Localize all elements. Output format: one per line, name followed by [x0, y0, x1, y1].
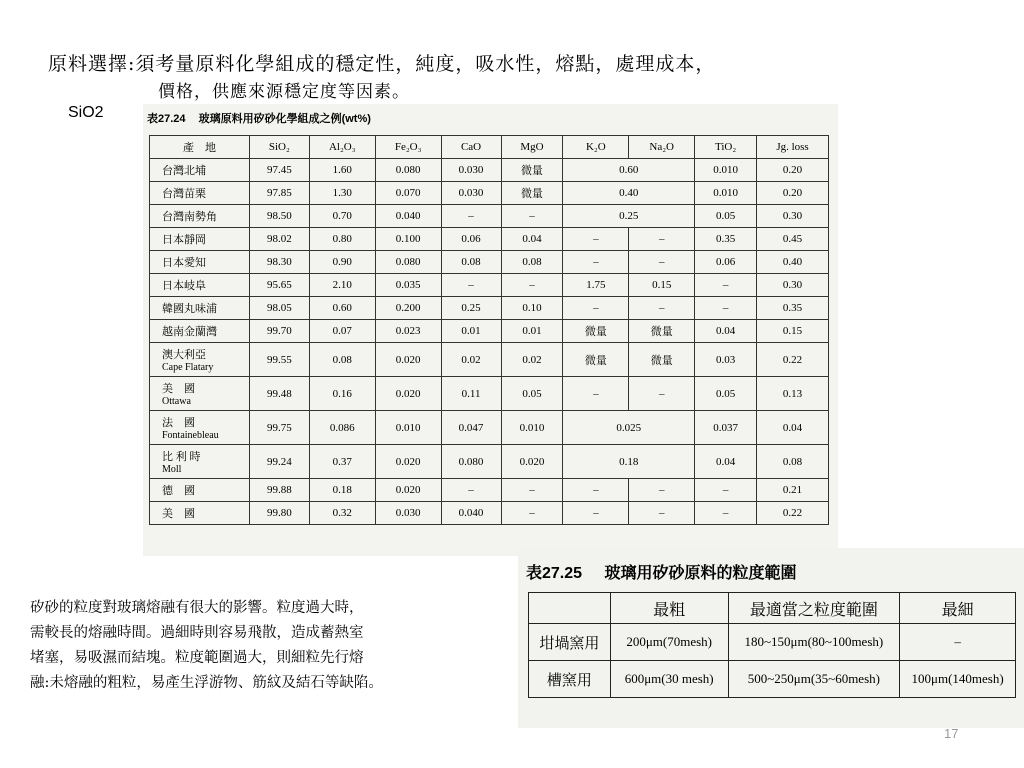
table-header-row	[150, 136, 829, 159]
table-cell: 0.37	[309, 445, 375, 479]
row-label: 坩堝窯用	[529, 624, 611, 661]
section-label: SiO2	[68, 104, 104, 121]
table-cell: 0.06	[441, 228, 501, 251]
table-cell: 0.90	[309, 251, 375, 274]
table-row	[150, 251, 829, 274]
table-cell: 0.15	[629, 274, 695, 297]
table-cell: –	[629, 502, 695, 525]
place-name: 越南金蘭灣	[162, 326, 217, 338]
table-header-row	[529, 593, 1016, 624]
header-cell: Jg. loss	[757, 136, 829, 159]
table-cell: 0.020	[375, 343, 441, 377]
header-cell: 最細	[900, 593, 1016, 624]
table-cell: 0.080	[441, 445, 501, 479]
table-cell: 0.30	[757, 205, 829, 228]
table-cell: 0.25	[441, 297, 501, 320]
table-27-25-title: 玻璃用矽砂原料的粒度範圍	[604, 565, 797, 582]
table-cell: 0.086	[309, 411, 375, 445]
row-label	[150, 205, 250, 228]
table-27-24-scan	[143, 104, 838, 556]
table-row	[150, 228, 829, 251]
table-cell: 99.80	[249, 502, 309, 525]
table-cell: 99.75	[249, 411, 309, 445]
row-label	[150, 502, 250, 525]
row-label	[150, 251, 250, 274]
table-cell: 0.10	[501, 297, 563, 320]
table-row	[150, 479, 829, 502]
header-cell: Fe₂O₃	[375, 136, 441, 159]
table-27-25-number: 表27.25	[526, 565, 583, 582]
table-cell: 0.40	[757, 251, 829, 274]
header-cell: 產 地	[150, 136, 250, 159]
place-name: 台灣苗栗	[162, 188, 206, 200]
header-cell	[529, 593, 611, 624]
row-label	[150, 228, 250, 251]
table-cell: 99.48	[249, 377, 309, 411]
table-cell: 0.08	[441, 251, 501, 274]
table-row	[529, 661, 1016, 698]
row-label: 槽窯用	[529, 661, 611, 698]
table-cell: 0.010	[695, 159, 757, 182]
row-label	[150, 411, 250, 445]
table-cell: 微量	[563, 343, 629, 377]
table-cell: 0.04	[695, 445, 757, 479]
table-cell: 0.080	[375, 251, 441, 274]
table-cell: 微量	[501, 182, 563, 205]
table-cell: –	[501, 205, 563, 228]
paragraph-line: 融:未熔融的粗粒，易產生浮游物、筋紋及結石等缺陷。	[30, 675, 383, 691]
table-cell: 98.05	[249, 297, 309, 320]
slide-heading	[48, 50, 948, 106]
table-cell: 0.01	[441, 320, 501, 343]
table-row	[150, 274, 829, 297]
table-cell: 97.85	[249, 182, 309, 205]
place-name: 德 國	[162, 485, 195, 497]
table-cell: –	[629, 377, 695, 411]
table-cell: 0.18	[563, 445, 695, 479]
table-row	[150, 297, 829, 320]
table-cell: 0.05	[695, 377, 757, 411]
table-cell: –	[563, 377, 629, 411]
row-label	[150, 445, 250, 479]
table-cell: 0.45	[757, 228, 829, 251]
row-label	[150, 343, 250, 377]
table-cell: 0.037	[695, 411, 757, 445]
grain-size-table	[528, 592, 1016, 698]
table-cell: 1.75	[563, 274, 629, 297]
header-cell: TiO₂	[695, 136, 757, 159]
table-cell: –	[900, 624, 1016, 661]
table-cell: 0.047	[441, 411, 501, 445]
table-cell: –	[563, 479, 629, 502]
table-cell: 1.60	[309, 159, 375, 182]
table-cell: 0.60	[309, 297, 375, 320]
place-name: 美 國	[162, 508, 195, 520]
place-name: 美 國	[162, 383, 195, 395]
table-cell: 0.04	[695, 320, 757, 343]
table-cell: 0.020	[375, 377, 441, 411]
table-27-25-scan	[518, 548, 1024, 728]
table-cell: 0.070	[375, 182, 441, 205]
table-cell: 0.100	[375, 228, 441, 251]
table-cell: 0.20	[757, 182, 829, 205]
row-label	[150, 297, 250, 320]
table-cell: –	[563, 228, 629, 251]
table-cell: –	[501, 274, 563, 297]
table-row	[150, 159, 829, 182]
table-cell: 0.02	[441, 343, 501, 377]
table-cell: 0.07	[309, 320, 375, 343]
table-cell: 200μm(70mesh)	[610, 624, 728, 661]
table-row	[150, 502, 829, 525]
table-cell: 0.06	[695, 251, 757, 274]
table-cell: 0.025	[563, 411, 695, 445]
table-cell: –	[629, 479, 695, 502]
table-cell: 98.02	[249, 228, 309, 251]
page-number: 17	[944, 726, 959, 741]
table-cell: 微量	[629, 343, 695, 377]
table-cell: 0.030	[375, 502, 441, 525]
table-cell: 0.80	[309, 228, 375, 251]
place-name: 台灣北埔	[162, 165, 206, 177]
table-cell: 0.080	[375, 159, 441, 182]
table-cell: 0.05	[501, 377, 563, 411]
table-cell: –	[563, 502, 629, 525]
table-cell: 0.04	[501, 228, 563, 251]
table-cell: –	[501, 479, 563, 502]
place-name: 日本靜岡	[162, 234, 206, 246]
table-cell: 0.11	[441, 377, 501, 411]
row-label	[150, 320, 250, 343]
header-cell: CaO	[441, 136, 501, 159]
table-cell: –	[441, 205, 501, 228]
table-27-24-title: 玻璃原料用矽砂化學組成之例(wt%)	[198, 113, 371, 125]
paragraph-line: 矽砂的粒度對玻璃熔融有很大的影響。粒度過大時，	[30, 600, 364, 616]
table-cell: 0.040	[441, 502, 501, 525]
table-cell: 100μm(140mesh)	[900, 661, 1016, 698]
table-cell: –	[563, 251, 629, 274]
table-cell: 500~250μm(35~60mesh)	[728, 661, 900, 698]
table-cell: 0.040	[375, 205, 441, 228]
table-cell: 0.40	[563, 182, 695, 205]
table-cell: 0.020	[375, 445, 441, 479]
table-27-24-caption	[147, 110, 371, 126]
table-cell: 0.35	[695, 228, 757, 251]
table-cell: 微量	[563, 320, 629, 343]
table-cell: 0.030	[441, 159, 501, 182]
place-name: 台灣南勢角	[162, 211, 217, 223]
table-cell: –	[695, 274, 757, 297]
table-cell: 0.35	[757, 297, 829, 320]
table-cell: 0.13	[757, 377, 829, 411]
table-cell: 1.30	[309, 182, 375, 205]
table-row	[150, 182, 829, 205]
table-27-25-caption	[526, 560, 797, 583]
table-cell: 0.70	[309, 205, 375, 228]
place-name-latin: Ottawa	[162, 396, 191, 407]
table-row	[150, 445, 829, 479]
header-cell: 最粗	[610, 593, 728, 624]
table-cell: 180~150μm(80~100mesh)	[728, 624, 900, 661]
table-cell: 0.25	[563, 205, 695, 228]
place-name: 韓國丸味浦	[162, 303, 217, 315]
heading-line-2: 價格，供應來源穩定度等因素。	[158, 82, 410, 102]
table-cell: 0.010	[375, 411, 441, 445]
place-name-latin: Cape Flatary	[162, 362, 214, 373]
table-cell: 0.15	[757, 320, 829, 343]
table-cell: 95.65	[249, 274, 309, 297]
table-cell: 0.18	[309, 479, 375, 502]
table-cell: 98.50	[249, 205, 309, 228]
place-name: 比 利 時	[162, 451, 201, 463]
row-label	[150, 159, 250, 182]
table-cell: 0.05	[695, 205, 757, 228]
table-cell: –	[629, 251, 695, 274]
table-cell: 微量	[629, 320, 695, 343]
place-name-latin: Moll	[162, 464, 182, 475]
table-cell: 99.70	[249, 320, 309, 343]
table-cell: –	[563, 297, 629, 320]
table-cell: –	[441, 274, 501, 297]
table-cell: 600μm(30 mesh)	[610, 661, 728, 698]
table-cell: –	[441, 479, 501, 502]
table-cell: 0.010	[501, 411, 563, 445]
header-cell: MgO	[501, 136, 563, 159]
table-cell: –	[695, 297, 757, 320]
table-cell: –	[629, 297, 695, 320]
header-cell: Al₂O₃	[309, 136, 375, 159]
table-cell: 0.08	[309, 343, 375, 377]
header-cell: SiO₂	[249, 136, 309, 159]
place-name: 法 國	[162, 417, 195, 429]
table-cell: 0.20	[757, 159, 829, 182]
table-cell: 0.020	[375, 479, 441, 502]
table-row	[150, 377, 829, 411]
table-27-24-number: 表27.24	[147, 113, 186, 125]
table-cell: 0.22	[757, 502, 829, 525]
table-row	[150, 411, 829, 445]
table-cell: 0.21	[757, 479, 829, 502]
table-cell: 0.08	[501, 251, 563, 274]
table-cell: 0.010	[695, 182, 757, 205]
table-cell: –	[695, 502, 757, 525]
table-cell: 0.08	[757, 445, 829, 479]
row-label	[150, 479, 250, 502]
row-label	[150, 182, 250, 205]
table-cell: 0.60	[563, 159, 695, 182]
table-cell: 0.02	[501, 343, 563, 377]
place-name: 日本岐阜	[162, 280, 206, 292]
table-row	[150, 320, 829, 343]
table-cell: –	[629, 228, 695, 251]
table-cell: 0.023	[375, 320, 441, 343]
table-cell: 0.22	[757, 343, 829, 377]
header-cell: Na₂O	[629, 136, 695, 159]
table-cell: 98.30	[249, 251, 309, 274]
header-cell: K₂O	[563, 136, 629, 159]
grain-size-paragraph	[30, 596, 520, 696]
table-cell: –	[501, 502, 563, 525]
table-cell: 微量	[501, 159, 563, 182]
table-cell: 0.16	[309, 377, 375, 411]
table-cell: 0.200	[375, 297, 441, 320]
table-cell: 0.01	[501, 320, 563, 343]
header-cell: 最適當之粒度範圍	[728, 593, 900, 624]
table-cell: 0.020	[501, 445, 563, 479]
table-cell: 2.10	[309, 274, 375, 297]
table-cell: 0.04	[757, 411, 829, 445]
composition-table	[149, 135, 829, 525]
table-cell: 97.45	[249, 159, 309, 182]
table-row	[150, 205, 829, 228]
table-cell: 0.30	[757, 274, 829, 297]
row-label	[150, 274, 250, 297]
table-cell: 99.24	[249, 445, 309, 479]
table-cell: 0.030	[441, 182, 501, 205]
composition-table-body	[150, 159, 829, 525]
table-cell: –	[695, 479, 757, 502]
paragraph-line: 堵塞，易吸濕而結塊。粒度範圍過大，則細粒先行熔	[30, 650, 364, 666]
row-label	[150, 377, 250, 411]
table-row	[150, 343, 829, 377]
place-name: 日本愛知	[162, 257, 206, 269]
heading-line-1: 原料選擇:須考量原料化學組成的穩定性，純度，吸水性，熔點，處理成本，	[48, 53, 716, 75]
table-row	[529, 624, 1016, 661]
place-name-latin: Fontainebleau	[162, 430, 219, 441]
table-cell: 99.88	[249, 479, 309, 502]
place-name: 澳大利亞	[162, 349, 206, 361]
table-cell: 0.035	[375, 274, 441, 297]
table-cell: 0.32	[309, 502, 375, 525]
paragraph-line: 需較長的熔融時間。過細時則容易飛散，造成蓄熱室	[30, 625, 364, 641]
table-cell: 0.03	[695, 343, 757, 377]
table-cell: 99.55	[249, 343, 309, 377]
